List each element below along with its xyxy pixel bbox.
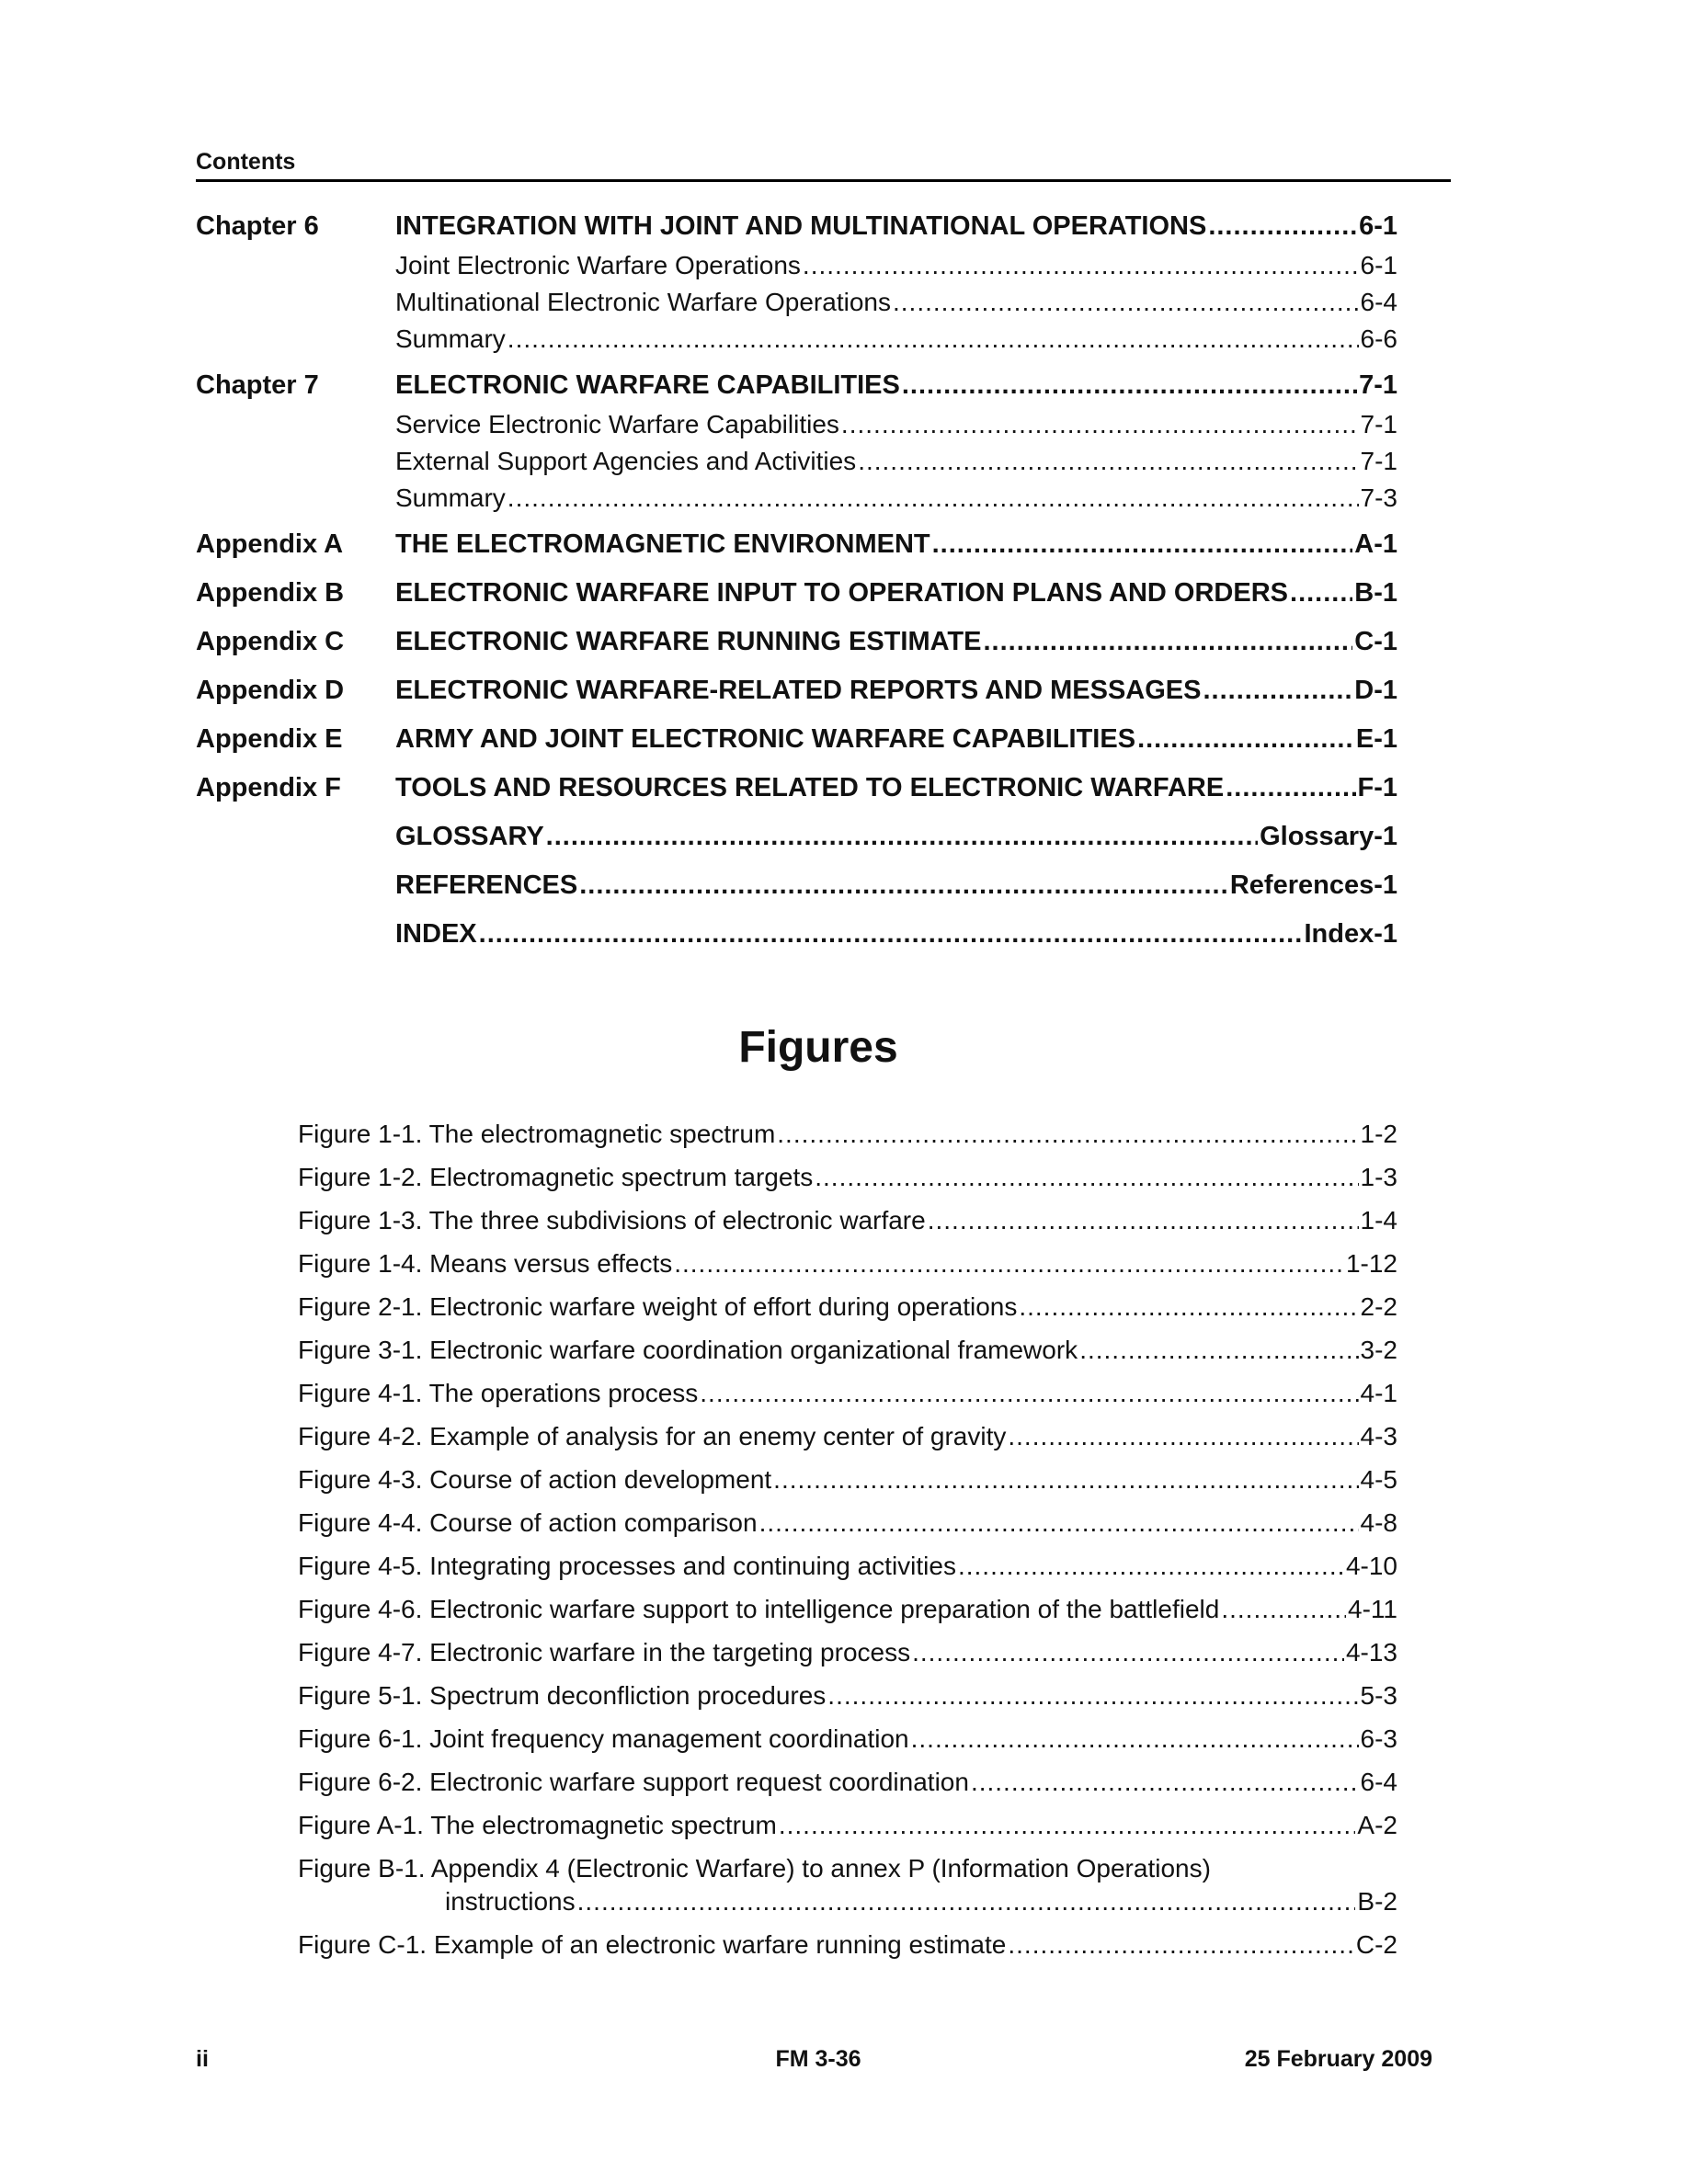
entry-title: Summary xyxy=(395,483,506,512)
entry-title: REFERENCES xyxy=(395,870,578,900)
figure-entry[interactable] xyxy=(298,1422,1397,1465)
dot-leader xyxy=(508,483,1359,513)
appendix-title-entry[interactable] xyxy=(395,676,1397,715)
entry-title: Joint Electronic Warfare Operations xyxy=(395,251,801,279)
section-entry[interactable] xyxy=(196,251,1397,288)
entry-page: 4-13 xyxy=(1345,1638,1397,1666)
entry-page: E-1 xyxy=(1355,724,1397,754)
dot-leader xyxy=(579,870,1228,901)
entry-page: 1-2 xyxy=(1360,1120,1397,1148)
dot-leader xyxy=(773,1465,1358,1495)
figure-entry[interactable] xyxy=(298,1768,1397,1811)
figure-entry[interactable] xyxy=(298,1811,1397,1854)
entry-title: Figure 3-1. Electronic warfare coordination organizational framework xyxy=(298,1336,1078,1364)
appendix-row xyxy=(196,724,1397,773)
chapter-title-entry[interactable] xyxy=(395,370,1397,410)
dot-leader xyxy=(1008,1930,1354,1960)
appendix-label: Appendix B xyxy=(196,578,345,608)
figure-b1-line2: instructions xyxy=(445,1887,576,1916)
figure-entry[interactable] xyxy=(298,1120,1397,1163)
entry-page: References-1 xyxy=(1229,870,1397,900)
appendix-title-entry[interactable] xyxy=(395,627,1397,666)
entry-page: 7-1 xyxy=(1360,410,1397,438)
dot-leader xyxy=(479,919,1303,950)
entry-page: 1-12 xyxy=(1345,1249,1397,1278)
entry-page: 4-11 xyxy=(1348,1595,1397,1623)
entry-title: External Support Agencies and Activities xyxy=(395,447,857,475)
entry-title: INTEGRATION WITH JOINT AND MULTINATIONAL OPERATIONS xyxy=(395,211,1207,241)
section-entry[interactable] xyxy=(196,288,1397,324)
entry-page: 1-4 xyxy=(1360,1206,1397,1234)
entry-page: 4-8 xyxy=(1360,1508,1397,1537)
dot-leader xyxy=(577,1887,1356,1917)
appendix-title-entry[interactable] xyxy=(395,578,1397,618)
appendix-row xyxy=(196,627,1397,676)
dot-leader xyxy=(971,1768,1359,1797)
figure-entry[interactable] xyxy=(298,1595,1397,1638)
dot-leader xyxy=(911,1724,1359,1754)
entry-page: 6-4 xyxy=(1360,1768,1397,1796)
figures-list xyxy=(298,1120,1397,1974)
dot-leader xyxy=(858,447,1358,476)
dot-leader xyxy=(508,324,1359,354)
figure-entry[interactable] xyxy=(298,1206,1397,1249)
entry-title: Figure 4-4. Course of action comparison xyxy=(298,1508,758,1537)
dot-leader xyxy=(827,1681,1358,1711)
entry-page: 6-3 xyxy=(1360,1724,1397,1753)
entry-page: D-1 xyxy=(1354,676,1397,705)
figure-c1-title: Figure C-1. Example of an electronic warfare running estimate xyxy=(298,1930,1007,1959)
dot-leader xyxy=(1226,773,1355,803)
dot-leader xyxy=(1019,1292,1358,1322)
chapter-block xyxy=(196,211,1397,361)
chapter-row xyxy=(196,211,1397,251)
header-title: Contents xyxy=(196,149,296,175)
dot-leader xyxy=(759,1508,1359,1538)
entry-page: Index-1 xyxy=(1304,919,1397,949)
entry-title: ELECTRONIC WARFARE INPUT TO OPERATION PLANS AND ORDERS xyxy=(395,578,1289,608)
entry-title: THE ELECTROMAGNETIC ENVIRONMENT xyxy=(395,529,930,559)
chapter-block xyxy=(196,370,1397,520)
section-entry[interactable] xyxy=(196,410,1397,447)
entry-page: 7-1 xyxy=(1359,370,1397,400)
entry-title: Figure A-1. The electromagnetic spectrum xyxy=(298,1811,777,1839)
entry-title: Figure 4-2. Example of analysis for an enemy center of gravity xyxy=(298,1422,1007,1450)
dot-leader xyxy=(1079,1336,1358,1365)
entry-page: Glossary-1 xyxy=(1260,822,1397,851)
entry-title: ELECTRONIC WARFARE CAPABILITIES xyxy=(395,370,900,400)
entry-title: Summary xyxy=(395,324,506,353)
dot-leader xyxy=(700,1379,1358,1408)
entry-page: C-1 xyxy=(1354,627,1397,656)
figure-entry[interactable] xyxy=(298,1249,1397,1292)
dot-leader xyxy=(815,1163,1358,1192)
dot-leader xyxy=(674,1249,1344,1279)
section-entry[interactable] xyxy=(196,324,1397,361)
dot-leader xyxy=(893,288,1359,317)
dot-leader xyxy=(841,410,1359,439)
entry-title: Figure 5-1. Spectrum deconfliction procedures xyxy=(298,1681,827,1710)
appendix-label: Appendix C xyxy=(196,627,345,656)
entry-page: F-1 xyxy=(1357,773,1397,802)
entry-title: Figure 1-4. Means versus effects xyxy=(298,1249,673,1278)
figure-entry[interactable] xyxy=(298,1292,1397,1336)
figure-entry[interactable] xyxy=(298,1465,1397,1508)
appendix-title-entry[interactable] xyxy=(395,822,1397,861)
figure-entry[interactable] xyxy=(298,1508,1397,1552)
entry-title: Figure 4-1. The operations process xyxy=(298,1379,699,1407)
section-entry[interactable] xyxy=(196,447,1397,483)
appendix-label: Appendix E xyxy=(196,724,343,754)
entry-page: 4-10 xyxy=(1345,1552,1397,1580)
entry-page: 6-1 xyxy=(1360,251,1397,279)
dot-leader xyxy=(1203,676,1353,706)
figure-entry[interactable] xyxy=(298,1336,1397,1379)
entry-page: B-1 xyxy=(1354,578,1397,608)
entry-page: 6-6 xyxy=(1360,324,1397,353)
dot-leader xyxy=(803,251,1359,280)
running-header xyxy=(196,149,1451,182)
entry-title: ARMY AND JOINT ELECTRONIC WARFARE CAPABILITIES xyxy=(395,724,1136,754)
entry-page: A-2 xyxy=(1357,1811,1397,1839)
figure-entry[interactable] xyxy=(298,1681,1397,1724)
dot-leader xyxy=(932,529,1353,560)
appendix-row xyxy=(196,676,1397,724)
entry-page: 1-3 xyxy=(1360,1163,1397,1191)
dot-leader xyxy=(928,1206,1359,1235)
footer-manual-id: FM 3-36 xyxy=(775,2046,861,2072)
dot-leader xyxy=(983,627,1352,657)
dot-leader xyxy=(958,1552,1344,1581)
entry-title: TOOLS AND RESOURCES RELATED TO ELECTRONIC WARFARE xyxy=(395,773,1225,802)
appendix-list xyxy=(196,529,1397,968)
entry-title: GLOSSARY xyxy=(395,822,544,851)
appendix-row xyxy=(196,773,1397,822)
dot-leader xyxy=(1137,724,1354,755)
entry-page: 6-1 xyxy=(1359,211,1397,241)
appendix-label: Appendix F xyxy=(196,773,341,802)
entry-page: 4-1 xyxy=(1360,1379,1397,1407)
entry-title: Figure 4-6. Electronic warfare support to intelligence preparation of the battlefield xyxy=(298,1595,1220,1623)
entry-page: 7-3 xyxy=(1360,483,1397,512)
appendix-row xyxy=(196,529,1397,578)
entry-title: Figure 6-2. Electronic warfare support request coordination xyxy=(298,1768,969,1796)
chapter-list xyxy=(196,211,1397,520)
entry-page: 4-5 xyxy=(1360,1465,1397,1494)
figure-b1-line1: Figure B-1. Appendix 4 (Electronic Warfare) to annex P (Information Operations) xyxy=(298,1854,1211,1883)
appendix-title-entry[interactable] xyxy=(395,870,1397,910)
dot-leader xyxy=(1208,211,1357,242)
appendix-row xyxy=(196,919,1397,968)
dot-leader xyxy=(546,822,1258,852)
entry-title: INDEX xyxy=(395,919,477,949)
figure-entry[interactable] xyxy=(298,1379,1397,1422)
footer-page-number: ii xyxy=(196,2046,209,2072)
entry-page: A-1 xyxy=(1354,529,1397,559)
dot-leader xyxy=(779,1811,1356,1840)
appendix-title-entry[interactable] xyxy=(395,773,1397,813)
footer-date: 25 February 2009 xyxy=(1244,2046,1432,2072)
entry-title: Multinational Electronic Warfare Operations xyxy=(395,288,891,316)
entry-page: 6-4 xyxy=(1360,288,1397,316)
chapter-label: Chapter 7 xyxy=(196,370,319,400)
entry-page: 4-3 xyxy=(1360,1422,1397,1450)
entry-title: Figure 4-7. Electronic warfare in the targeting process xyxy=(298,1638,911,1666)
figure-entry[interactable] xyxy=(298,1638,1397,1681)
figure-entry[interactable] xyxy=(298,1163,1397,1206)
entry-title: Figure 6-1. Joint frequency management coordination xyxy=(298,1724,909,1753)
figure-entry[interactable] xyxy=(298,1552,1397,1595)
appendix-title-entry[interactable] xyxy=(395,529,1397,569)
dot-leader xyxy=(902,370,1357,401)
entry-page: 7-1 xyxy=(1360,447,1397,475)
section-entry[interactable] xyxy=(196,483,1397,520)
dot-leader xyxy=(1290,578,1352,609)
entry-title: Figure 4-3. Course of action development xyxy=(298,1465,772,1494)
entry-title: Figure 1-2. Electromagnetic spectrum targets xyxy=(298,1163,814,1191)
figure-c1-page: C-2 xyxy=(1355,1930,1397,1959)
figures-heading: Figures xyxy=(738,1023,898,1072)
figure-entry-c1[interactable] xyxy=(298,1930,1397,1974)
entry-title: Figure 1-1. The electromagnetic spectrum xyxy=(298,1120,776,1148)
appendix-title-entry[interactable] xyxy=(395,919,1397,959)
chapter-title-entry[interactable] xyxy=(395,211,1397,251)
appendix-row xyxy=(196,822,1397,870)
entry-page: 2-2 xyxy=(1360,1292,1397,1321)
figure-entry-b1[interactable] xyxy=(298,1854,1397,1930)
entry-title: ELECTRONIC WARFARE-RELATED REPORTS AND MESSAGES xyxy=(395,676,1202,705)
appendix-row xyxy=(196,578,1397,627)
appendix-label: Appendix D xyxy=(196,676,345,705)
dot-leader xyxy=(912,1638,1344,1667)
appendix-label: Appendix A xyxy=(196,529,344,559)
dot-leader xyxy=(1008,1422,1358,1451)
chapter-label: Chapter 6 xyxy=(196,211,319,241)
entry-page: 3-2 xyxy=(1360,1336,1397,1364)
dot-leader xyxy=(1221,1595,1346,1624)
appendix-title-entry[interactable] xyxy=(395,724,1397,764)
entry-title: ELECTRONIC WARFARE RUNNING ESTIMATE xyxy=(395,627,982,656)
entry-title: Figure 4-5. Integrating processes and continuing activities xyxy=(298,1552,956,1580)
entry-title: Service Electronic Warfare Capabilities xyxy=(395,410,839,438)
chapter-row xyxy=(196,370,1397,410)
figure-entry[interactable] xyxy=(298,1724,1397,1768)
dot-leader xyxy=(777,1120,1358,1149)
entry-page: 5-3 xyxy=(1360,1681,1397,1710)
entry-title: Figure 1-3. The three subdivisions of electronic warfare xyxy=(298,1206,926,1234)
appendix-row xyxy=(196,870,1397,919)
table-of-contents xyxy=(196,211,1397,968)
figure-b1-page: B-2 xyxy=(1357,1887,1397,1916)
entry-title: Figure 2-1. Electronic warfare weight of effort during operations xyxy=(298,1292,1018,1321)
